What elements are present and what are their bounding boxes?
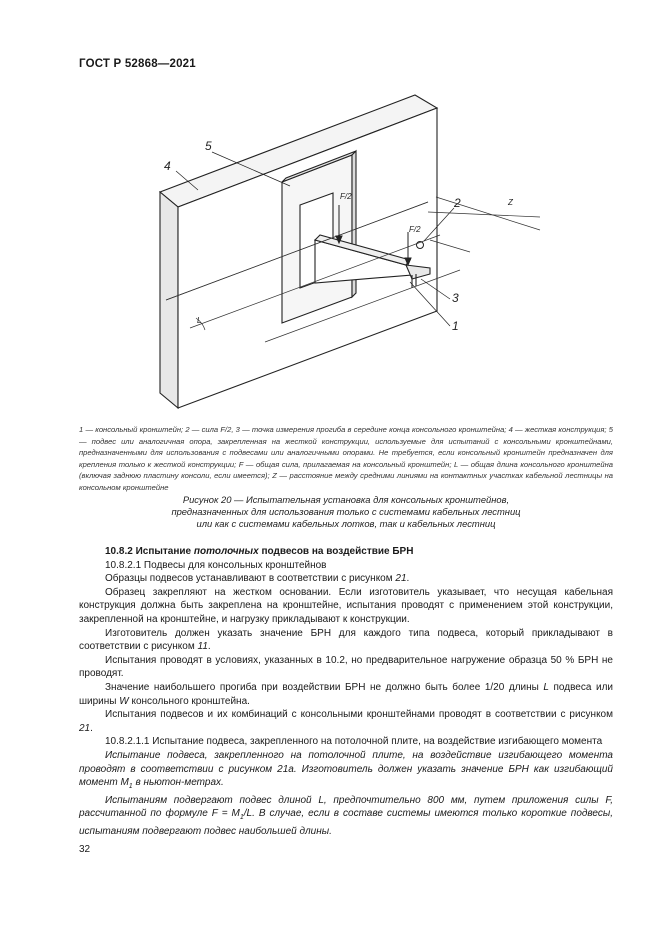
callout-4: 4 xyxy=(164,159,171,173)
caption-line-1: Рисунок 20 — Испытательная установка для консольных кронштейнов, xyxy=(182,494,510,505)
dimension-L: L xyxy=(197,316,202,325)
caption-line-2: предназначенных для использования только с системами кабельных лестниц xyxy=(171,506,521,518)
callout-1: 1 xyxy=(452,319,459,333)
force-label-upper: F/2 xyxy=(340,192,352,201)
standard-header: ГОСТ Р 52868—2021 xyxy=(79,58,196,70)
callout-2: 2 xyxy=(454,196,461,210)
section-body xyxy=(79,545,613,838)
figure-caption xyxy=(79,494,613,531)
paragraph-3: Образец закрепляют на жестком основании. Если изготовитель указывает, что несущая кабельная конструкция должна быть закреплена на кронштейне, испытания проводят с применением этой конструкции, закрепленной на кронштейне, и нагрузку прикладывают к конструкции. xyxy=(79,586,613,625)
paragraph-2: Образцы подвесов устанавливают в соответствии с рисунком 21. xyxy=(105,573,410,585)
rigid-structure-side xyxy=(160,192,178,408)
paragraph-5: Испытания проводят в условиях, указанных в 10.2, но предварительное нагружение образца 50 % БРН не проводят. xyxy=(79,654,613,680)
paragraph-4: Изготовитель должен указать значение БРН для каждого типа подвеса, который прикладывают в соответствии с рисунком 11. xyxy=(79,627,613,653)
force-label-lower: F/2 xyxy=(409,225,421,234)
paragraph-9: Испытание подвеса, закрепленного на потолочной плите, на воздействие изгибающего момента проводят в соответствии с рисунком 21а. Изготовитель должен указать значение БРН как изгибающий момент $М_1$ в ньютон-метрах. xyxy=(79,749,613,791)
paragraph-6: Значение наибольшего прогиба при воздействии БРН не должно быть более 1/20 длины L подвеса или ширины W консольного кронштейна. xyxy=(79,681,613,707)
test-setup-figure xyxy=(0,0,661,420)
callout-5: 5 xyxy=(205,139,212,153)
dimension-Z: Z xyxy=(508,198,513,207)
page-number: 32 xyxy=(79,844,91,855)
paragraph-1: 10.8.2.1 Подвесы для консольных кронштейнов xyxy=(105,559,327,571)
caption-line-3: или как с системами кабельных лотков, так и кабельных лестниц xyxy=(196,518,496,530)
paragraph-8: 10.8.2.1.1 Испытание подвеса, закрепленного на потолочной плите, на воздействие изгибающего момента xyxy=(105,736,603,748)
paragraph-7: Испытания подвесов и их комбинаций с консольными кронштейнами проводят в соответствии с рисунком 21. xyxy=(79,709,613,734)
paragraph-10: Испытаниям подвергают подвес длиной L, предпочтительно 800 мм, путем приложения силы F, рассчитанной по формуле $F = М_1/L$. В случае, если в составе системы имеются только короткие подвесы, испытаниям подвергают подвес наибольшей длины. xyxy=(79,794,613,837)
callout-3: 3 xyxy=(452,291,459,305)
figure-legend: 1 — консольный кронштейн; 2 — сила F/2, 3 — точка измерения прогиба в середине конца консольного кронштейна; 4 — жесткая конструкция; 5 — подвес или аналогичная опора, закрепленная на жесткой конструкции, используемые для испытаний с консольными кронштейнами, предназначенными для использования с подвесами или аналогичными опорами. Не требуется, если консольный кронштейн предназначен для крепления только к жесткой конструкции; F — общая сила, прилагаемая на консольный кронштейн; L — общая длина консольного кронштейна (включая заднюю пластину консоли, если имеется); Z — расстояние между средними линиями на контактных участках кабельной лестницы на консольном кронштейне xyxy=(79,425,613,492)
section-heading: 10.8.2 Испытание потолочных подвесов на воздействие БРН xyxy=(105,546,414,557)
